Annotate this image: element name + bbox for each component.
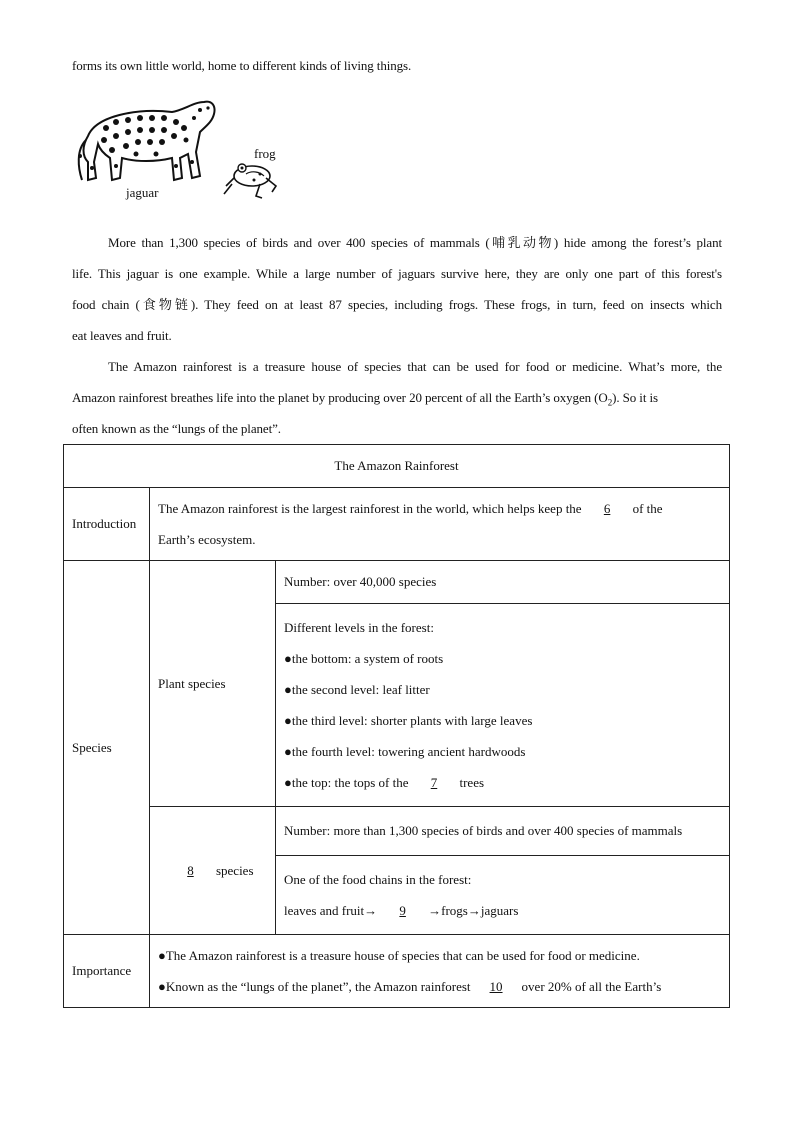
blank-7[interactable]: 7	[430, 775, 438, 790]
intro-text-c: Earth’s ecosystem.	[158, 532, 256, 547]
blank-10[interactable]: 10	[489, 979, 503, 994]
oxygen-subscript: 2	[607, 397, 613, 408]
para2-line-3: food chain (食物链). They feed on at least 87 species, including frogs. These frogs, in turn, feed on insects which	[72, 297, 722, 312]
passage-top-line: forms its own little world, home to different kinds of living things.	[72, 58, 412, 73]
blank-8[interactable]: 8	[187, 862, 194, 878]
blank-6[interactable]: 6	[603, 501, 611, 516]
para2-line-2: life. This jaguar is one example. While a large number of jaguars survive here, they are only one part of this forest's	[72, 266, 722, 281]
importance-line-2b: over 20% of all the Earth’s	[521, 979, 662, 994]
intro-text-b: of the	[632, 501, 663, 516]
para3-line-3: often known as the “lungs of the planet”.	[72, 421, 281, 436]
level-top-b: trees	[459, 775, 485, 790]
importance-line-2a: ●Known as the “lungs of the planet”, the Amazon rainforest	[158, 979, 471, 994]
blank-9[interactable]: 9	[399, 903, 406, 918]
level-second: ●the second level: leaf litter	[284, 682, 430, 697]
plant-species-label: Plant species	[150, 561, 276, 807]
jaguar-label: jaguar	[126, 185, 159, 200]
jaguar-frog-illustration	[76, 92, 286, 204]
importance-cell	[150, 935, 730, 1008]
para3-line-2-text: Amazon rainforest breathes life into the planet by producing over 20 percent of all the Earth’s oxygen (O	[72, 390, 608, 405]
amazon-rainforest-table	[63, 444, 730, 1008]
animal-species-suffix: species	[215, 862, 254, 878]
level-top-a: ●the top: the tops of the	[284, 775, 409, 790]
intro-label: Introduction	[64, 488, 150, 561]
intro-cell	[150, 488, 730, 561]
level-third: ●the third level: shorter plants with large leaves	[284, 713, 533, 728]
animal-species-label	[150, 807, 276, 935]
importance-line-1: ●The Amazon rainforest is a treasure house of species that can be used for food or medicine.	[158, 948, 640, 963]
para3-line-2	[72, 390, 722, 411]
frog-label: frog	[254, 146, 276, 161]
animal-number: Number: more than 1,300 species of birds and over 400 species of mammals	[276, 807, 730, 856]
intro-text-a: The Amazon rainforest is the largest rainforest in the world, which helps keep the	[158, 501, 582, 516]
para2-line-1: More than 1,300 species of birds and over 400 species of mammals (哺乳动物) hide among the forest’s plant	[108, 235, 722, 250]
para3-line-1: The Amazon rainforest is a treasure house of species that can be used for food or medicine. What’s more, the	[108, 359, 722, 374]
chain-b: →frogs→jaguars	[428, 903, 519, 918]
chain-heading: One of the food chains in the forest:	[284, 872, 472, 887]
food-chain-cell	[276, 856, 730, 935]
para2-line-4: eat leaves and fruit.	[72, 328, 172, 343]
para3-line-2-end: ). So it is	[612, 390, 658, 405]
importance-label: Importance	[64, 935, 150, 1008]
plant-number: Number: over 40,000 species	[276, 561, 730, 604]
level-fourth: ●the fourth level: towering ancient hardwoods	[284, 744, 526, 759]
chain-a: leaves and fruit→	[284, 903, 378, 918]
plant-levels-cell	[276, 604, 730, 807]
species-label: Species	[64, 561, 150, 935]
levels-heading: Different levels in the forest:	[284, 620, 434, 635]
level-bottom: ●the bottom: a system of roots	[284, 651, 444, 666]
table-title: The Amazon Rainforest	[64, 445, 730, 488]
